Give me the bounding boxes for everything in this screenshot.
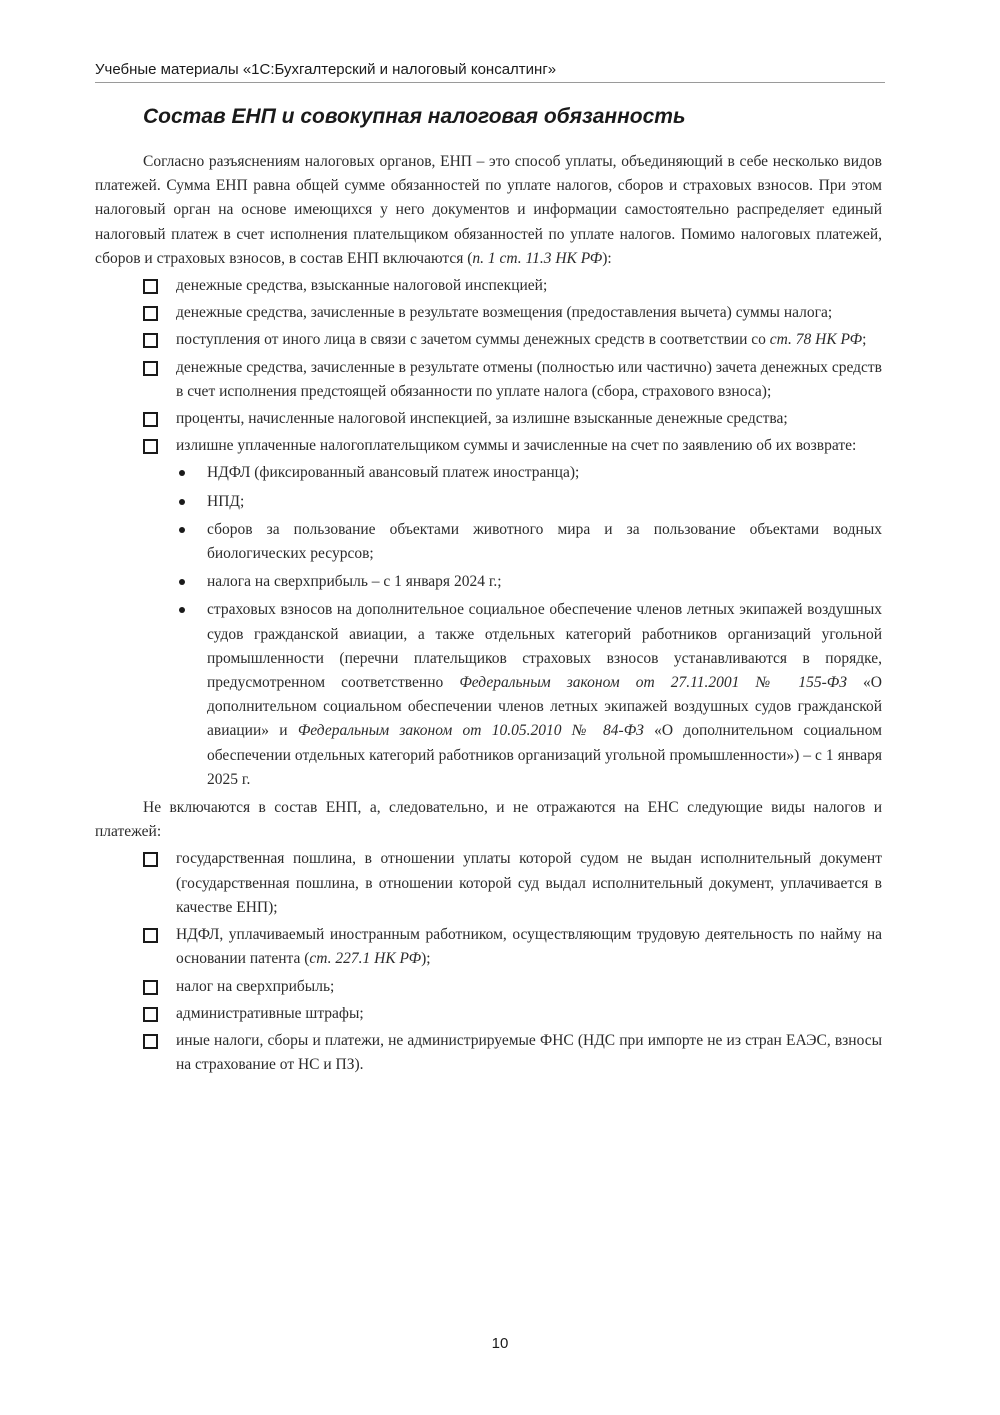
checkbox-bullet-icon [143,333,158,348]
sublist-item: НДФЛ (фиксированный авансовый платеж иностранца); [176,461,882,485]
excluded-intro-paragraph: Не включаются в состав ЕНП, а, следовательно, и не отражаются на ЕНС следующие виды налогов и платежей: [95,799,882,841]
list-item: денежные средства, зачисленные в результате отмены (полностью или частично) зачета денежных средств в счет исполнения предстоящей обязанности по уплате налога (сбора, страхового взноса); [95,356,882,404]
checkbox-bullet-icon [143,361,158,376]
checkbox-bullet-icon [143,980,158,995]
sublist-item: страховых взносов на дополнительное социальное обеспечение членов летных экипажей воздушных судов гражданской авиации, а также отдельных категорий работников организаций угольной промышленности (перечни плательщиков страховых взносов устанавливаются в порядке, предусмотренном соответственно Федеральным законом от 27.11.2001 № 155-ФЗ «О дополнительном социальном обеспечении членов летных экипажей воздушных судов гражданской авиации» и Федеральным законом от 10.05.2010 № 84-ФЗ «О дополнительном социальном обеспечении отдельных категорий работников организаций угольной промышленности») – с 1 января 2025 г. [176,598,882,792]
law-reference: Федеральным законом от 27.11.2001 № 155-ФЗ [459,674,847,692]
excluded-list [95,847,882,1077]
checkbox-bullet-icon [143,928,158,943]
list-item: административные штрафы; [95,1002,882,1026]
bullet-dot-icon [179,470,185,476]
list-item: денежные средства, зачисленные в результате возмещения (предоставления вычета) суммы налога; [95,301,882,325]
checkbox-bullet-icon [143,412,158,427]
bullet-dot-icon [179,579,185,585]
checkbox-bullet-icon [143,439,158,454]
law-reference: ст. 227.1 НК РФ [309,950,422,968]
list-item: поступления от иного лица в связи с зачетом суммы денежных средств в соответствии со ст. 78 НК РФ; [95,328,882,352]
law-reference: п. 1 ст. 11.3 НК РФ [472,249,603,267]
list-item: иные налоги, сборы и платежи, не администрируемые ФНС (НДС при импорте не из стран ЕАЭС, взносы на страхование от НС и ПЗ). [95,1029,882,1077]
refund-sublist [176,461,882,792]
list-item: проценты, начисленные налоговой инспекцией, за излишне взысканные денежные средства; [95,407,882,431]
intro-paragraph: Согласно разъяснениям налоговых органов, ЕНП – это способ уплаты, объединяющий в себе несколько видов платежей. Сумма ЕНП равна общей сумме обязанностей по уплате налогов, сборов и страховых взносов. При этом налоговый орган на основе имеющихся у него документов и информации самостоятельно распределяет единый налоговый платеж в счет исполнения плательщиком обязанностей по уплате налогов. Помимо налоговых платежей, сборов и страховых взносов, в состав ЕНП включаются (п. 1 ст. 11.3 НК РФ): [95,153,882,267]
sublist-item: налога на сверхприбыль – с 1 января 2024 г.; [176,570,882,594]
list-item: НДФЛ, уплачиваемый иностранным работником, осуществляющим трудовую деятельность по найму на основании патента (ст. 227.1 НК РФ); [95,923,882,971]
checkbox-bullet-icon [143,279,158,294]
list-item: государственная пошлина, в отношении уплаты которой судом не выдан исполнительный документ (государственная пошлина, в отношении которой суд выдал исполнительный документ, уплачивается в качестве ЕНП); [95,847,882,920]
sublist-item: НПД; [176,490,882,514]
list-item: денежные средства, взысканные налоговой инспекцией; [95,274,882,298]
list-item: налог на сверхприбыль; [95,975,882,999]
bullet-dot-icon [179,499,185,505]
section-title: Состав ЕНП и совокупная налоговая обязанность [143,105,686,128]
sublist-item: сборов за пользование объектами животного мира и за пользование объектами водных биологических ресурсов; [176,518,882,566]
checkbox-bullet-icon [143,1034,158,1049]
law-reference: Федеральным законом от 10.05.2010 № 84-ФЗ [297,722,644,740]
bullet-dot-icon [179,527,185,533]
running-header: Учебные материалы «1С:Бухгалтерский и налоговый консалтинг» [95,60,885,83]
page-number: 10 [491,1335,509,1352]
bullet-dot-icon [179,607,185,613]
checkbox-bullet-icon [143,1007,158,1022]
list-item: излишне уплаченные налогоплательщиком суммы и зачисленные на счет по заявлению об их возврате: НДФЛ (фиксированный авансовый платеж иностранца); НПД; сборов за пользование объектами животного мира и за пользование объектами водных биологических ресурсов; налога на сверхприбыль – с 1 января 2024 г.; страховых взносов на дополнительное социальное обеспечение членов летных экипажей воздушных судов гражданской авиации, а также отдельных категорий работников организаций угольной промышленности (перечни плательщиков страховых взносов устанавливаются в порядке, предусмотренном соответственно Федеральным законом от 27.11.2001 № 155-ФЗ «О дополнительном социальном обеспечении членов летных экипажей воздушных судов гражданской авиации» и Федеральным законом от 10.05.2010 № 84-ФЗ «О дополнительном социальном обеспечении отдельных категорий работников организаций угольной промышленности») – с 1 января 2025 г. [95,434,882,792]
checkbox-bullet-icon [143,306,158,321]
law-reference: ст. 78 НК РФ [769,331,863,349]
included-list [95,274,882,792]
body-text [95,150,882,1080]
checkbox-bullet-icon [143,852,158,867]
